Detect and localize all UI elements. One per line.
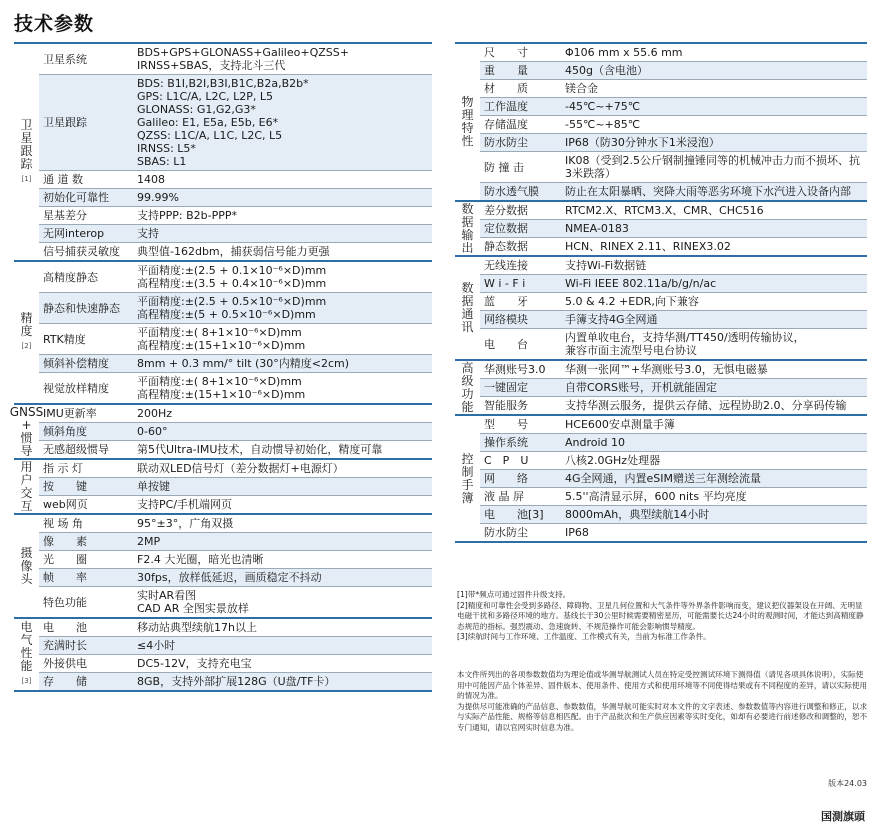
spec-row [39,673,432,690]
spec-value: 200Hz [137,407,173,420]
spec-value: 1408 [137,173,165,186]
group-name-char: 度 [20,324,33,338]
spec-value: ≤4小时 [137,639,176,652]
spec-value: 自带CORS账号，开机就能固定 [565,381,717,394]
spec-label: 像 素 [43,535,87,548]
group-note: [1] [21,174,32,183]
spec-row [480,488,867,506]
spec-row [39,533,432,551]
spec-label: 防 撞 击 [484,160,524,174]
spec-value: 防止在太阳暴晒、突降大雨等恶劣环境下水汽进入设备内部 [565,185,851,198]
group-name-char: 高 [461,360,474,375]
group-name-char: 星 [20,130,33,145]
spec-row [480,361,867,379]
group-name-char: 气 [20,633,33,647]
group-name-char: 控 [461,451,474,466]
spec-row [39,637,432,655]
spec-value: DC5-12V，支持充电宝 [137,657,252,670]
spec-label: 电 池 [43,621,87,634]
spec-row [39,373,432,403]
spec-label: 蓝 牙 [484,295,528,308]
spec-value: 华测一张网™+华测账号3.0，无惧电磁暴 [565,363,768,376]
spec-value: 八核2.0GHz处理器 [565,454,661,467]
spec-row [39,587,432,617]
spec-row [480,220,867,238]
group-name-char: 卫 [20,117,33,132]
spec-row [480,202,867,220]
spec-label: 通 道 数 [43,173,83,186]
group-name-char: 手 [461,477,474,492]
spec-label: IMU更新率 [43,407,97,420]
spec-row [480,379,867,397]
spec-value: 2MP [137,535,161,548]
spec-value: F2.4 大光圈，暗光也清晰 [137,553,264,566]
version-label: 版本24.03 [828,779,867,788]
spec-value: HCE600安卓测量手簿 [565,418,675,431]
spec-row [39,551,432,569]
spec-label: 视觉放样精度 [43,381,109,395]
right-spec-table [455,42,867,543]
spec-row [39,189,432,207]
group-name-char: 跟 [20,143,33,158]
group-name-char: 簿 [461,490,474,505]
spec-row [39,324,432,355]
spec-label: 倾斜补偿精度 [43,357,109,370]
spec-value: 5.0 & 4.2 +EDR,向下兼容 [565,295,699,308]
group-name-char: 功 [461,386,474,401]
spec-value: 30fps，放样低延迟，画质稳定不抖动 [137,571,322,584]
left-spec-table [9,42,432,692]
spec-label: 定位数据 [484,222,528,235]
footnotes: [1]带*频点可通过固件升级支持。 [2]精度和可靠性会受到多路径、障碍物、卫星几何位置和大气条件等外界条件影响而变，建议把仪器架设在开阔、无明显电磁干扰和多路径环境的地方。基线长于30公里时候需要精密星历，可能需要长达24小时的观测时间，才能达到高精度静态规范的指标。强烈震动、急速旋转、不规范操作可能会影响惯导精度。 [3]续航时间与工作环境、工作温度、工作模式有关，当前为标准工作条件。 [457,590,864,642]
spec-group [14,513,432,617]
spec-label: 防水防尘 [484,136,528,149]
spec-value: IP68（防30分钟水下1米浸泡） [565,136,720,149]
spec-label: 静态数据 [484,240,528,253]
spec-row [39,243,432,260]
spec-label: 信号捕获灵敏度 [43,245,120,258]
spec-label: 操作系统 [484,436,528,449]
group-name [14,515,39,617]
group-name-char: 能 [20,659,33,673]
spec-label: 倾斜角度 [43,425,87,438]
spec-label: 尺 寸 [484,46,528,59]
spec-label: C P U [484,454,529,467]
group-name [455,257,480,359]
spec-value: IP68 [565,526,589,539]
group-name-char: 据 [461,214,474,229]
spec-value: 平面精度:±( 8+1×10⁻⁶×D)mm 高程精度:±(15+1×10⁻⁶×D)mm [137,326,306,352]
group-name-char: 据 [461,294,474,308]
spec-label: W i - F i [484,277,526,290]
group-name-char: 精 [20,311,33,325]
spec-group [14,42,432,260]
group-name-char: 物 [461,95,474,109]
spec-row [480,44,867,62]
group-name-char: 理 [461,108,474,122]
group-name-char: 踪 [20,156,33,171]
spec-group [14,617,432,692]
spec-value: 支持PPP: B2b-PPP* [137,209,237,222]
spec-label: 液 晶 屏 [484,490,524,503]
spec-value: 实时AR看图 CAD AR 全图实景放样 [137,589,249,615]
spec-value: Wi-Fi IEEE 802.11a/b/g/n/ac [565,277,717,290]
group-note: [3] [21,677,32,685]
spec-row [480,152,867,183]
spec-value: 镁合金 [565,82,598,95]
group-name [14,44,39,260]
spec-label: 网络模块 [484,313,528,326]
group-name-char: 级 [461,373,474,388]
group-name-char: 头 [20,571,33,586]
spec-row [480,470,867,488]
spec-label: 存 储 [43,675,87,688]
spec-row [39,496,432,513]
spec-value: 支持华测云服务，提供云存储、远程协助2.0、分享码传输 [565,399,847,412]
spec-label: 一键固定 [484,381,528,394]
spec-label: 防水防尘 [484,526,528,539]
group-name-char: 电 [20,620,33,634]
spec-group [455,414,867,543]
spec-value: RTCM2.X、RTCM3.X、CMR、CHC516 [565,204,764,217]
spec-row [480,98,867,116]
spec-row [480,134,867,152]
spec-value: 95°±3°，广角双摄 [137,517,234,530]
spec-row [480,238,867,255]
spec-label: 无网interop [43,227,105,240]
spec-group [455,255,867,359]
spec-row [39,515,432,533]
group-name-char: 户 [20,472,33,487]
spec-row [480,293,867,311]
group-name-char: GNSS [9,404,44,419]
spec-value: 联动双LED信号灯（差分数据灯+电源灯） [137,462,344,475]
spec-value: 平面精度:±(2.5 + 0.5×10⁻⁶×D)mm 高程精度:±(5 + 0.5×10⁻⁶×D)mm [137,295,327,321]
spec-group [14,458,432,513]
spec-row [39,478,432,496]
spec-label: web网页 [43,498,88,511]
spec-row [39,460,432,478]
spec-row [480,329,867,359]
spec-row [480,275,867,293]
spec-label: 特色功能 [43,595,87,609]
spec-row [39,655,432,673]
spec-label: 静态和快速静态 [43,301,120,315]
spec-value: 支持Wi-Fi数据链 [565,259,647,272]
spec-row [39,293,432,324]
spec-value: BDS+GPS+GLONASS+Galileo+QZSS+ IRNSS+SBAS，支持北斗三代 [137,46,349,72]
spec-value: 手簿支持4G全网通 [565,313,658,326]
spec-row [480,80,867,98]
spec-label: 工作温度 [484,100,528,113]
spec-label: 智能服务 [484,399,528,412]
spec-group [455,200,867,255]
page-title: 技术参数 [14,13,95,35]
spec-value: 99.99% [137,191,179,204]
spec-label: 电 池[3] [484,508,544,521]
group-name-char: 用 [20,459,33,474]
spec-label: 网 络 [484,472,528,485]
group-name-char: 制 [461,464,474,479]
group-name-char: 性 [461,134,474,148]
spec-row [39,171,432,189]
spec-label: 光 圈 [43,553,87,566]
spec-value: 单按键 [137,480,170,493]
spec-label: 无线连接 [484,259,528,272]
spec-group [455,42,867,200]
spec-group [9,403,432,458]
spec-group [14,260,432,403]
group-name-char: 性 [20,646,33,660]
spec-label: 外接供电 [43,657,87,670]
spec-value: HCN、RINEX 2.11、RINEX3.02 [565,240,731,253]
spec-row [480,311,867,329]
group-name-char: 通 [461,307,474,321]
group-name [455,202,480,255]
spec-label: 卫星系统 [43,52,87,66]
group-name [14,262,39,403]
spec-value: -55℃~+85℃ [565,118,641,131]
spec-value: 4G全网通，内置eSIM赠送三年测绘流量 [565,472,762,485]
spec-value: 5.5''高清显示屏，600 nits 平均亮度 [565,490,747,503]
spec-row [480,416,867,434]
spec-row [480,116,867,134]
spec-label: RTK精度 [43,332,86,346]
group-note: [2] [21,342,32,350]
spec-value: 支持 [137,227,159,240]
spec-row [480,434,867,452]
spec-row [39,225,432,243]
spec-row [39,569,432,587]
spec-value: 典型值-162dbm，捕获弱信号能力更强 [137,245,330,258]
spec-value: 移动站典型续航17h以上 [137,621,257,634]
spec-row [480,397,867,414]
spec-row [480,257,867,275]
group-name-char: 出 [461,240,474,255]
group-name-char: 讯 [461,320,474,334]
spec-value: BDS: B1I,B2I,B3I,B1C,B2a,B2b* GPS: L1C/A, L2C, L2P, L5 GLONASS: G1,G2,G3* Galileo: E1, E5a, E5b, E6* QZSS: L1C/A, L1C, L2C, L5 IRNSS: L5* SBAS: L1 [137,77,309,168]
spec-label: 华测账号3.0 [484,363,546,376]
spec-row [39,441,432,458]
group-name-char: 数 [461,201,474,216]
spec-value: 8mm + 0.3 mm/° tilt (30°内精度<2cm) [137,357,350,370]
group-name [455,361,480,414]
disclaimer: 本文件所列出的各项参数数值均为理论值或华测导航测试人员在特定受控测试环境下测得值（请见各项具体说明），实际使用中可能因产品个体差异、固件版本、使用条件、使用方式和使用环境等不同使得结果或有不同程度的差异，请以实际使用的情况为准。 为提供尽可能准确的产品信息、参数数值，华测导航可能实时对本文件的文字表述、参数数值等内容进行调整和修正，以求与实际产品性能、规格等信息相匹配。由于产品批次和生产供应因素等实时变化，如却有必要进行前述修改和调整的，恕不专门通知，请以官网实时信息为准。 [457,670,868,732]
group-name [14,619,39,690]
spec-row [39,355,432,373]
spec-value: Android 10 [565,436,626,449]
spec-row [480,524,867,541]
group-name-char: 能 [461,399,474,414]
group-name-char: 数 [461,281,474,295]
spec-value: Φ106 mm x 55.6 mm [565,46,683,59]
spec-label: 高精度静态 [43,270,98,284]
group-name [9,404,44,458]
spec-value: 平面精度:±(2.5 + 0.1×10⁻⁶×D)mm 高程精度:±(3.5 + 0.4×10⁻⁶×D)mm [137,264,327,290]
spec-row [39,423,432,441]
spec-label: 初始化可靠性 [43,191,109,204]
spec-value: 8GB，支持外部扩展128G（U盘/TF卡） [137,675,336,688]
group-name [14,460,39,513]
group-name-char: 摄 [20,545,33,560]
group-name-char: 导 [20,443,33,458]
group-name-char: 互 [20,498,33,513]
spec-label: 材 质 [484,82,528,95]
spec-label: 重 量 [484,64,528,77]
spec-label: 差分数据 [484,204,528,217]
spec-row [39,619,432,637]
spec-label: 充满时长 [43,639,87,652]
spec-value: 第5代Ultra-IMU技术，自动惯导初始化，精度可靠 [137,443,383,456]
spec-label: 星基差分 [43,209,87,222]
spec-row [480,183,867,200]
spec-label: 型 号 [484,418,528,431]
group-name-char: 像 [20,558,33,573]
spec-label: 电 台 [484,337,528,351]
spec-row [39,262,432,293]
spec-value: 0-60° [137,425,168,438]
group-name-char: + [21,417,32,432]
spec-row [39,75,432,171]
spec-label: 防水透气膜 [484,185,539,198]
group-name-char: 输 [461,227,474,242]
spec-label: 按 键 [43,480,87,493]
spec-label: 卫星跟踪 [43,116,87,129]
spec-value: 平面精度:±( 8+1×10⁻⁶×D)mm 高程精度:±(15+1×10⁻⁶×D)mm [137,375,306,401]
brand-logo: 国測旗頭 [821,810,865,822]
group-name [455,416,480,541]
group-name-char: 惯 [20,430,33,445]
spec-label: 存储温度 [484,118,528,131]
spec-value: IK08（受到2.5公斤钢制撞锤同等的机械冲击力而不损坏、抗3米跌落） [565,154,860,180]
spec-row [480,62,867,80]
spec-row [39,405,432,423]
spec-row [480,452,867,470]
spec-value: -45℃~+75℃ [565,100,641,113]
spec-row [480,506,867,524]
spec-label: 视 场 角 [43,517,83,530]
spec-value: 支持PC/手机端网页 [137,498,233,511]
spec-value: 450g（含电池） [565,64,648,77]
spec-value: 内置单收电台，支持华测/TT450/透明传输协议， 兼容市面主流型号电台协议 [565,331,805,357]
spec-label: 指 示 灯 [43,462,83,475]
group-name-char: 特 [461,121,474,135]
spec-label: 帧 率 [43,571,87,584]
spec-value: 8000mAh，典型续航14小时 [565,508,710,521]
group-name [455,44,480,200]
spec-label: 无感超级惯导 [43,443,109,456]
spec-row [39,44,432,75]
spec-row [39,207,432,225]
spec-group [455,359,867,414]
group-name-char: 交 [20,485,33,500]
spec-value: NMEA-0183 [565,222,629,235]
